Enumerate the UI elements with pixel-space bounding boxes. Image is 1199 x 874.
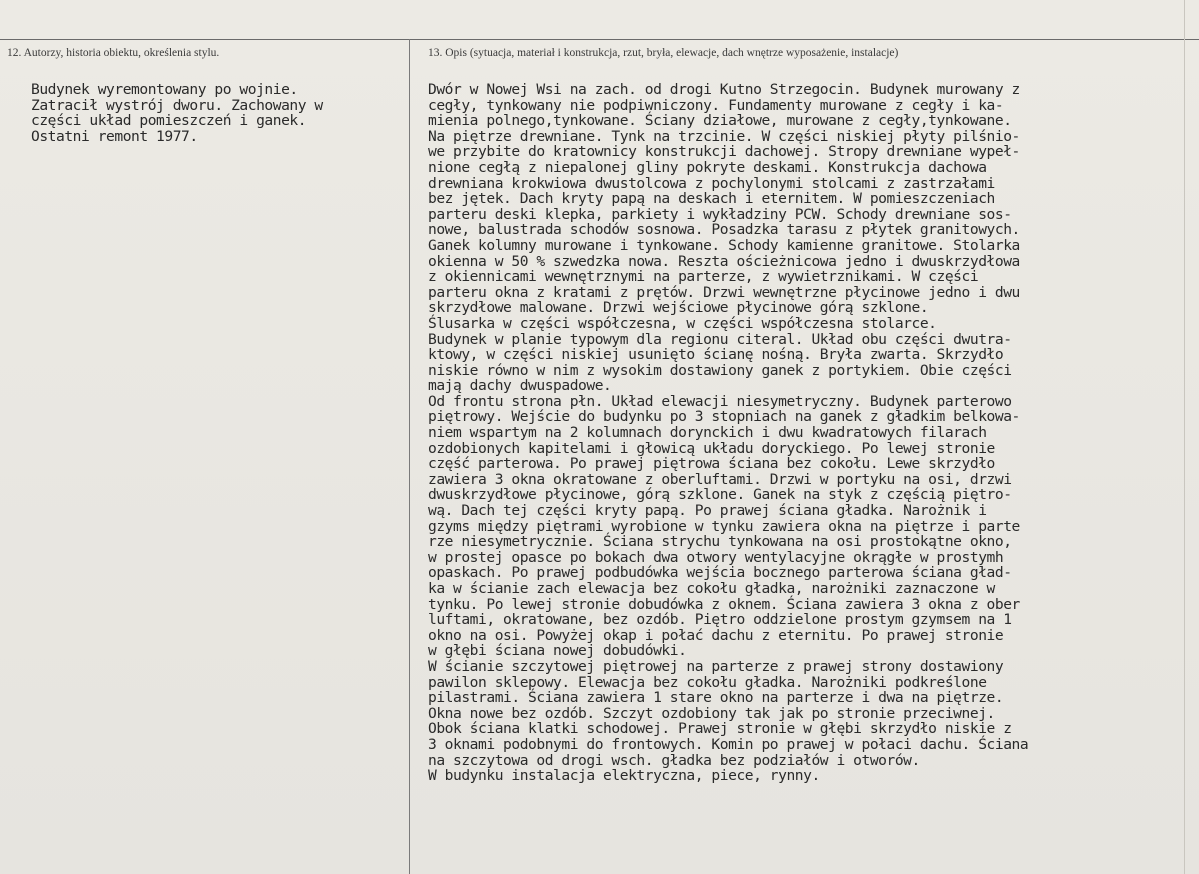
- section-13-header: 13. Opis (sytuacja, materiał i konstrukcja, rzut, bryła, elewacje, dach wnętrze wyposażenie, instalacje): [428, 47, 899, 59]
- description-text: [428, 82, 1176, 784]
- text-line: wą. Dach tej części kryty papą. Po prawej ściana gładka. Narożnik i: [428, 502, 987, 520]
- text-line: opaskach. Po prawej podbudówka wejścia bocznego parterowa ściana gład-: [428, 564, 1012, 582]
- text-line: drewniana krokwiowa dwustolcowa z pochylonymi stolcami z zastrzałami: [428, 174, 995, 192]
- text-line: Dwór w Nowej Wsi na zach. od drogi Kutno Strzegocin. Budynek murowany z: [428, 81, 1020, 98]
- text-line: mają dachy dwuspadowe.: [428, 377, 612, 395]
- text-line: ktowy, w części niskiej usunięto ścianę nośną. Bryła zwarta. Skrzydło: [428, 346, 1004, 364]
- text-line: część parterowa. Po prawej piętrowa ściana bez cokołu. Lewe skrzydło: [428, 455, 995, 473]
- text-line: Budynek wyremontowany po wojnie.: [31, 81, 298, 98]
- text-line: tynku. Po lewej stronie dobudówka z oknem. Ściana zawiera 3 okna z ober: [428, 595, 1020, 613]
- text-line: pilastrami. Ściana zawiera 1 stare okno na parterze i dwa na piętrze.: [428, 689, 1004, 707]
- text-line: Ostatni remont 1977.: [31, 127, 198, 145]
- text-line: ozdobionych kapitelami i głowicą układu doryckiego. Po lewej stronie: [428, 439, 995, 457]
- text-line: niem wspartym na 2 kolumnach dorynckich i dwu kwadratowych filarach: [428, 424, 987, 442]
- text-line: na szczytowa od drogi wsch. gładka bez podziałów i otworów.: [428, 751, 920, 769]
- text-line: Okna nowe bez ozdób. Szczyt ozdobiony tak jak po stronie przeciwnej.: [428, 704, 995, 722]
- text-line: we przybite do kratownicy konstrukcji dachowej. Stropy drewniane wypeł-: [428, 143, 1020, 161]
- text-line: w głębi ściana nowej dobudówki.: [428, 642, 687, 660]
- text-line: części układ pomieszczeń i ganek.: [31, 112, 307, 130]
- text-line: Zatracił wystrój dworu. Zachowany w: [31, 96, 323, 114]
- text-line: Ganek kolumny murowane i tynkowane. Schody kamienne granitowe. Stolarka: [428, 236, 1020, 254]
- header-divider: [0, 39, 1199, 40]
- text-line: Obok ściana klatki schodowej. Prawej stronie w głębi skrzydło niskie z: [428, 720, 1012, 738]
- text-line: nowe, balustrada schodów sosnowa. Posadzka tarasu z płytek granitowych.: [428, 221, 1020, 239]
- text-line: W budynku instalacja elektryczna, piece, rynny.: [428, 767, 820, 785]
- text-line: luftami, okratowane, bez ozdób. Piętro oddzielone prostym gzymsem na 1: [428, 611, 1012, 629]
- text-line: skrzydłowe malowane. Drzwi wejściowe płycinowe górą szklone.: [428, 299, 929, 317]
- text-line: Na piętrze drewniane. Tynk na trzcinie. W części niskiej płyty pilśnio-: [428, 127, 1020, 145]
- text-line: niskie równo w nim z wysokim dostawiony ganek z portykiem. Obie części: [428, 361, 1012, 379]
- text-line: z okiennicami wewnętrznymi na parterze, z wywietrznikami. W części: [428, 268, 979, 286]
- text-line: parteru okna z kratami z prętów. Drzwi wewnętrzne płycinowe jedno i dwu: [428, 283, 1020, 301]
- text-line: pawilon sklepowy. Elewacja bez cokołu gładka. Narożniki podkreślone: [428, 673, 987, 691]
- text-line: Ślusarka w części współczesna, w części współczesna stolarce.: [428, 314, 937, 332]
- text-line: nione cegłą z niepalonej gliny pokryte deskami. Konstrukcja dachowa: [428, 158, 987, 176]
- text-line: gzyms między piętrami wyrobione w tynku zawiera okna na piętrze i parte: [428, 517, 1020, 535]
- text-line: W ścianie szczytowej piętrowej na parterze z prawej strony dostawiony: [428, 657, 1004, 675]
- text-line: piętrowy. Wejście do budynku po 3 stopniach na ganek z gładkim belkowa-: [428, 408, 1020, 426]
- text-line: Budynek w planie typowym dla regionu citeral. Układ obu części dwutra-: [428, 330, 1012, 348]
- text-line: w prostej opasce po bokach dwa otwory wentylacyjne okrągłe w prostymh: [428, 548, 1004, 566]
- history-text: [31, 82, 401, 144]
- text-line: Od frontu strona płn. Układ elewacji niesymetryczny. Budynek parterowo: [428, 392, 1012, 410]
- text-line: bez jętek. Dach kryty papą na deskach i eternitem. W pomieszczeniach: [428, 190, 995, 208]
- page-edge-fold: [1184, 0, 1185, 874]
- text-line: parteru deski klepka, parkiety i wykładziny PCW. Schody drewniane sos-: [428, 205, 1012, 223]
- text-line: okienna w 50 % szwedzka nowa. Reszta ościeżnicowa jedno i dwuskrzydłowa: [428, 252, 1020, 270]
- text-line: 3 oknami podobnymi do frontowych. Komin po prawej w połaci dachu. Ściana: [428, 735, 1029, 753]
- text-line: ka w ścianie zach elewacja bez cokołu gładka, narożniki zaznaczone w: [428, 580, 995, 597]
- text-line: dwuskrzydłowe płycinowe, górą szklone. Ganek na styk z częścią piętro-: [428, 486, 1012, 504]
- section-12-header: 12. Autorzy, historia obiektu, określenia stylu.: [7, 47, 220, 59]
- text-line: okno na osi. Powyżej okap i połać dachu z eternitu. Po prawej stronie: [428, 626, 1004, 644]
- column-divider: [409, 39, 410, 874]
- text-line: mienia polnego,tynkowane. Ściany działowe, murowane z cegły,tynkowane.: [428, 112, 1012, 130]
- text-line: rze niesymetrycznie. Ściana strychu tynkowana na osi prostokątne okno,: [428, 533, 1012, 551]
- text-line: cegły, tynkowany nie podpiwniczony. Fundamenty murowane z cegły i ka-: [428, 96, 1004, 114]
- text-line: zawiera 3 okna okratowane z oberluftami. Drzwi w portyku na osi, drzwi: [428, 470, 1012, 488]
